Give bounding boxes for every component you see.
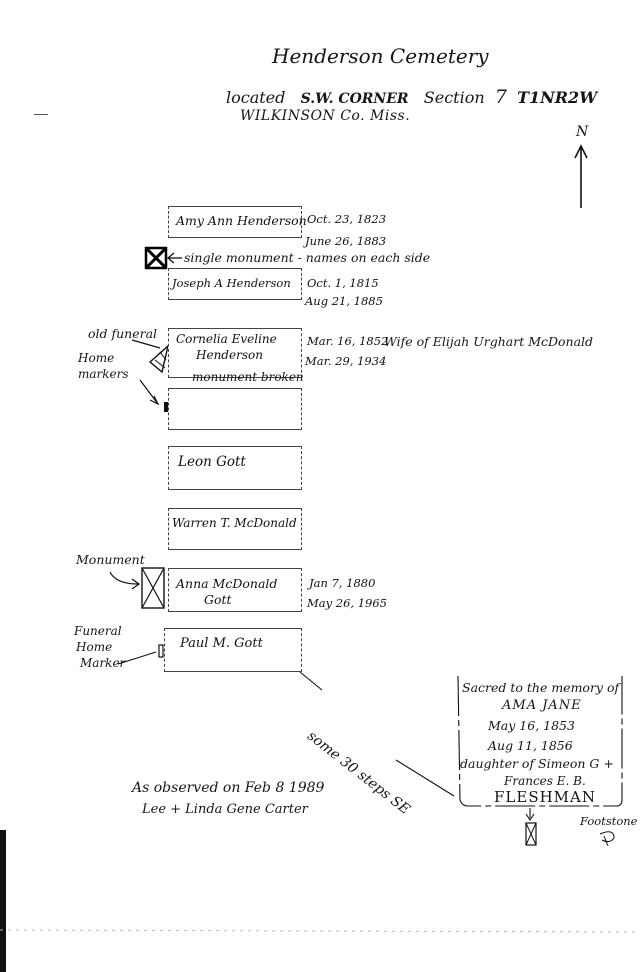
date-died-joseph: Aug 21, 1885 — [305, 294, 383, 308]
single-monument-arrow-icon — [168, 253, 182, 263]
stone-line-1: Sacred to the memory of — [462, 680, 620, 695]
stone-line-5: daughter of Simeon G + — [460, 756, 614, 771]
stone-line-2: AMA JANE — [502, 698, 582, 713]
page-title: Henderson Cemetery — [272, 44, 489, 68]
plot-name-warren-mcdonald: Warren T. McDonald — [172, 516, 297, 530]
north-label: N — [576, 124, 589, 140]
plot-box-unmarked — [168, 388, 302, 430]
monument-marker-icon — [110, 568, 164, 608]
plot-name-paul-gott: Paul M. Gott — [180, 636, 263, 651]
date-born-amy: Oct. 23, 1823 — [307, 212, 387, 226]
plot-name-leon-gott: Leon Gott — [178, 454, 246, 470]
steps-label: some 30 steps SE — [304, 728, 413, 818]
funeral-home-marker-label-1: Funeral — [74, 624, 122, 638]
single-monument-note: single monument - names on each side — [184, 250, 431, 265]
plot-name-anna-line1: Anna McDonald — [176, 576, 278, 591]
single-monument-marker-icon — [146, 248, 166, 268]
date-born-joseph: Oct. 1, 1815 — [307, 276, 379, 290]
observed-line-2: Lee + Linda Gene Carter — [142, 802, 308, 817]
footstone-label: Footstone — [580, 814, 638, 828]
plot-name-cornelia-line1: Cornelia Eveline — [176, 332, 277, 346]
location-township: T1NR2W — [517, 88, 598, 107]
date-born-cornelia: Mar. 16, 1852 — [307, 334, 389, 348]
north-arrow-icon — [575, 146, 587, 208]
date-born-anna: Jan 7, 1880 — [309, 576, 376, 590]
date-died-cornelia: Mar. 29, 1934 — [305, 354, 387, 368]
stone-line-6: Frances E. B. — [504, 774, 586, 788]
plot-name-joseph-a-henderson: Joseph A Henderson — [172, 276, 291, 290]
stone-line-7: FLESHMAN — [494, 788, 596, 806]
monument-broken-label: monument broken — [192, 370, 304, 384]
plot-name-anna-line2: Gott — [204, 592, 232, 607]
location-number: 7 — [494, 86, 507, 108]
old-funeral-label: old funeral — [88, 326, 158, 341]
plot-name-amy-ann-henderson: Amy Ann Henderson — [176, 213, 307, 228]
date-died-amy: June 26, 1883 — [305, 234, 387, 248]
observed-line-1: As observed on Feb 8 1989 — [132, 780, 325, 796]
scan-dash-mark — [34, 114, 48, 115]
date-died-anna: May 26, 1965 — [307, 596, 387, 610]
funeral-home-marker-label-2: Home — [76, 640, 113, 654]
funeral-home-marker-label-3: Marker — [80, 656, 126, 670]
cornelia-spouse-note: Wife of Elijah Urghart McDonald — [384, 334, 594, 349]
location-line-2: WILKINSON Co. Miss. — [240, 108, 411, 124]
plot-name-cornelia-line2: Henderson — [196, 348, 263, 362]
location-corner: S.W. CORNER — [300, 91, 409, 107]
location-prefix: located — [226, 88, 286, 107]
stone-line-4: Aug 11, 1856 — [488, 738, 573, 753]
location-section: Section — [423, 88, 485, 107]
monument-label: Monument — [76, 552, 145, 567]
stone-line-3: May 16, 1853 — [488, 718, 575, 733]
home-markers-label: Home markers — [78, 351, 129, 381]
